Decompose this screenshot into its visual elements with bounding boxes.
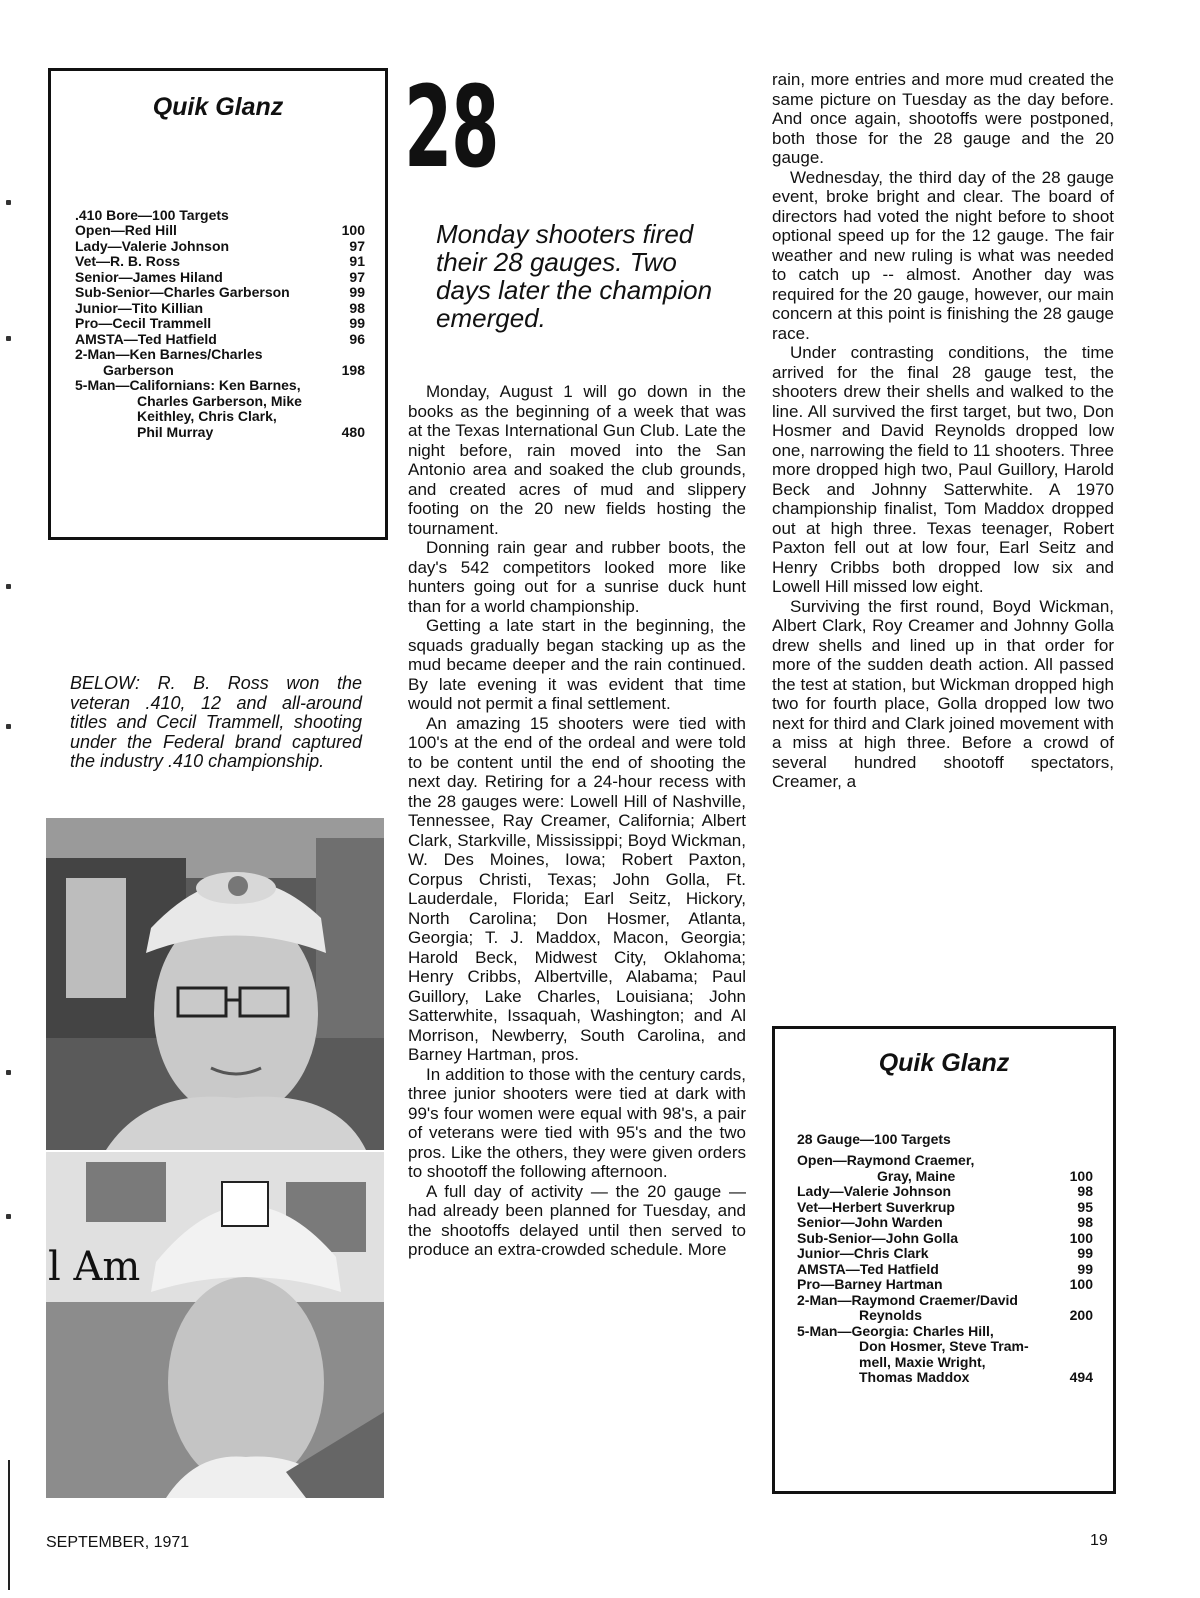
result-score: 98 (1077, 1183, 1093, 1199)
result-label (75, 378, 321, 440)
result-score: 99 (1077, 1245, 1093, 1261)
footer-date: SEPTEMBER, 1971 (46, 1534, 190, 1551)
results-row (797, 1246, 1093, 1262)
result-label: Lady—Valerie Johnson (75, 237, 230, 254)
results-row-five-man (75, 378, 365, 440)
result-label: Pro—Cecil Trammell (75, 315, 212, 331)
result-label: Junior—Tito Killian (75, 299, 204, 316)
result-label-line: Charles Garberson, Mike (137, 392, 302, 409)
result-label-line: 5-Man—Californians: Ken Barnes, (75, 377, 301, 393)
result-score: 99 (1077, 1260, 1093, 1277)
big-gauge-number: 28 (404, 63, 499, 193)
scan-mark (6, 1214, 11, 1219)
portrait-illustration (46, 818, 384, 1150)
result-label (75, 347, 321, 378)
result-score: 198 (341, 361, 365, 378)
article-paragraph: Surviving the first round, Boyd Wickman, Albert Clark, Roy Creamer and Johnny Golla drew shells and lined up in that order for more of the sudden death action. All passed the test at station, but Wickman dropped high two for fourth place, Golla dropped low two next for third and Clark joined movement with a miss at high three. Before a crowd of several hundred shootoff spectators, Creamer, a (772, 596, 1114, 791)
result-label: Lady—Valerie Johnson (797, 1183, 952, 1199)
results-heading: 28 Gauge—100 Targets (797, 1131, 951, 1147)
result-label (797, 1324, 1049, 1386)
results-row (797, 1215, 1093, 1231)
page-number: 19 (1090, 1532, 1108, 1549)
article-paragraph: rain, more entries and more mud created the same picture on Tuesday as the day before. And once again, shootoffs were postponed, both those for the 28 gauge and the 20 gauge. (772, 70, 1114, 167)
article-paragraph: Under contrasting conditions, the time arrived for the final 28 gauge test, the shooters drew their shells and walked to the line. All survived the first target, but two, Don Hosmer and David Reynolds dropped low one, narrowing the field to 11 shooters. Three more dropped high two, Paul Guillory, Harold Beck and Johnny Satterwhite. A 1970 championship finalist, Tom Maddox dropped out at high three. Texas teenager, Robert Paxton fell out at low four, Earl Seitz and Henry Cribbs both dropped low six and Lowell Hill missed low eight. (772, 343, 1114, 596)
result-label-line: Thomas Maddox (859, 1369, 970, 1385)
portrait-illustration (46, 1152, 384, 1498)
photo-caption: BELOW: R. B. Ross won the veteran .410, 12 and all-around titles and Cecil Trammell, shooting under the Federal brand captured the industry .410 championship. (70, 673, 362, 771)
results-heading: .410 Bore—100 Targets (75, 207, 229, 223)
result-score: 91 (349, 253, 365, 269)
result-label-line: mell, Maxie Wright, (859, 1353, 986, 1370)
result-label: Senior—James Hiland (75, 268, 223, 285)
results-row (75, 332, 365, 348)
results-box-28-gauge (772, 1026, 1116, 1494)
result-label (797, 1293, 1049, 1324)
result-score: 96 (349, 330, 365, 347)
result-score: 494 (1069, 1369, 1093, 1385)
result-label-line: Reynolds (859, 1307, 923, 1323)
scan-mark (6, 1070, 11, 1075)
result-label-line: Garberson (103, 361, 174, 378)
result-score: 95 (1077, 1198, 1093, 1215)
article-paragraph: Monday, August 1 will go down in the books as the beginning of a week that was at the Texas International Gun Club. Late the night before, rain moved into the San Antonio area and soaked the club grounds, and created acres of mud and slippery footing on the 20 new fields hosting the tournament. (408, 382, 746, 538)
result-score: 98 (1077, 1214, 1093, 1230)
result-score: 99 (349, 284, 365, 300)
results-row (797, 1184, 1093, 1200)
result-label: Sub-Senior—Charles Garberson (75, 284, 290, 300)
result-score: 98 (349, 299, 365, 316)
result-label: Senior—John Warden (797, 1214, 943, 1230)
result-label: Vet—R. B. Ross (75, 253, 181, 269)
result-label: AMSTA—Ted Hatfield (797, 1260, 939, 1277)
photo-cecil-trammell (46, 1152, 384, 1498)
results-list (797, 1131, 1093, 1386)
article-column-2 (408, 382, 746, 1260)
scan-mark (6, 724, 11, 729)
result-score: 100 (1069, 1276, 1093, 1292)
result-label: Vet—Herbert Suverkrup (797, 1198, 955, 1215)
result-label-line: Keithley, Chris Clark, (137, 408, 277, 424)
result-label-line: Open—Raymond Craemer, (797, 1152, 975, 1168)
result-score: 100 (1069, 1229, 1093, 1246)
results-row (75, 270, 365, 286)
result-label: Sub-Senior—John Golla (797, 1229, 959, 1246)
results-row (797, 1262, 1093, 1278)
results-box-title: Quik Glanz (878, 1049, 1010, 1077)
result-label: AMSTA—Ted Hatfield (75, 330, 217, 347)
article-deck: Monday shooters fired their 28 gauges. Two days later the champion emerged. (436, 219, 713, 333)
results-row (75, 239, 365, 255)
results-table (797, 1153, 1093, 1386)
scan-edge-line (8, 1460, 10, 1590)
result-label: Pro—Barney Hartman (797, 1276, 943, 1292)
photo-r-b-ross (46, 818, 384, 1150)
results-row (797, 1231, 1093, 1247)
results-row (797, 1277, 1093, 1293)
scan-mark (6, 336, 11, 341)
results-box-title: Quik Glanz (152, 93, 284, 121)
article-paragraph: Donning rain gear and rubber boots, the day's 542 competitors looked more like hunters going out for a sunrise duck hunt than for a world championship. (408, 538, 746, 616)
result-score: 100 (1069, 1167, 1093, 1184)
result-label-line: Gray, Maine (877, 1167, 956, 1184)
results-box-410 (48, 68, 388, 540)
result-label: Junior—Chris Clark (797, 1245, 929, 1261)
results-row-two-man (75, 347, 365, 378)
result-label: Open—Red Hill (75, 222, 177, 238)
results-row-five-man (797, 1324, 1093, 1386)
results-row (75, 285, 365, 301)
result-label-line: 5-Man—Georgia: Charles Hill, (797, 1322, 994, 1339)
article-paragraph: Wednesday, the third day of the 28 gauge event, broke bright and clear. The board of directors had voted the night before to shoot optional speed up for the 12 gauge. The fair weather and new ruling is what was needed to catch up -- almost. Another day was required for the 20 gauge, however, our main concern at this point is finishing the 28 gauge race. (772, 167, 1114, 343)
photo-sign-text: l Am (48, 1244, 141, 1290)
article-paragraph: Getting a late start in the beginning, the squads gradually began stacking up as the mud became deeper and the rain continued. By late evening it was evident that time would not permit a final settlement. (408, 616, 746, 713)
result-score: 97 (349, 268, 365, 285)
results-row (75, 301, 365, 317)
article-paragraph: A full day of activity — the 20 gauge — had already been planned for Tuesday, and the shootoffs delayed until then served to produce an extra-crowded schedule. More (408, 1181, 746, 1259)
article-paragraph: In addition to those with the century cards, three junior shooters were tied at dark with 99's four women were equal with 98's, a pair of veterans were tied with 95's and the two pros. Like the others, they were given orders to shootoff the following afternoon. (408, 1064, 746, 1181)
results-row (75, 223, 365, 239)
results-row-two-man (797, 1293, 1093, 1324)
result-score: 99 (349, 315, 365, 331)
article-paragraph: An amazing 15 shooters were tied with 100's at the end of the ordeal and were told to be content until the end of shooting the next day. Retiring for a 24-hour recess with the 28 gauges were: Lowell Hill of Nashville, Tennessee, Ray Creamer, California; Albert Clark, Starkville, Mississippi; Boyd Wickman, W. Des Moines, Iowa; Robert Paxton, Corpus Christi, Texas; John Golla, Ft. Lauderdale, Florida; Earl Seitz, Hickory, North Carolina; Don Hosmer, Atlanta, Georgia; T. J. Maddox, Macon, Georgia; Harold Beck, Midwest City, Oklahoma; Henry Cribbs, Albertville, Alabama; Paul Guillory, Lake Charles, Louisiana; John Satterwhite, Issaquah, Washington; and Al Morrison, Newberry, South Carolina, and Barney Hartman, pros. (408, 713, 746, 1064)
result-label-line: 2-Man—Raymond Craemer/David (797, 1291, 1018, 1308)
article-column-3 (772, 70, 1114, 792)
results-table (75, 223, 365, 440)
result-label-line: Phil Murray (137, 423, 214, 440)
result-label (797, 1153, 1049, 1184)
scan-mark (6, 584, 11, 589)
scan-mark (6, 200, 11, 205)
results-row (797, 1200, 1093, 1216)
result-score: 100 (341, 222, 365, 238)
results-row (75, 254, 365, 270)
result-score: 97 (349, 237, 365, 254)
results-row (75, 316, 365, 332)
result-label-line: 2-Man—Ken Barnes/Charles (75, 346, 263, 362)
result-score: 200 (1069, 1307, 1093, 1323)
result-score: 480 (341, 423, 365, 440)
results-list (75, 207, 365, 440)
result-label-line: Don Hosmer, Steve Tram- (859, 1338, 1029, 1354)
results-row-open (797, 1153, 1093, 1184)
